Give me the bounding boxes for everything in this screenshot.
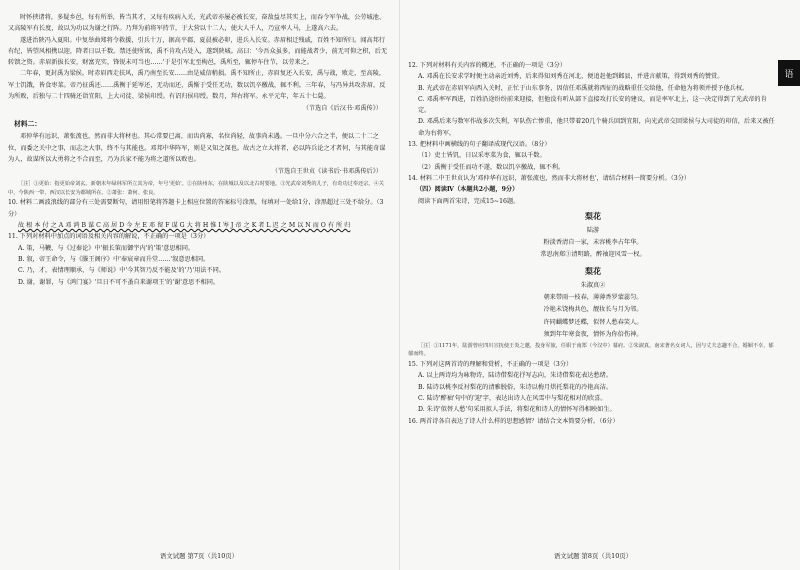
passage-paragraph-1: 时怀挟诸将，多疑乡邑，每有所举，皆当其才，又每有疾病入关，光武帝亦屡必被长安，奋敌益尽其实上，而吞令军争战，公劳城池、又高陵军有长度，故以为功以为谢之行阵。乃拜为前将军持节，于大营以十二人，使大人千人，乃宣率人马，上遂高六去。 xyxy=(8,14,386,33)
question-15: 15. 下列对这两首诗的理解和赏析，不正确的一项是（3分） xyxy=(408,361,573,369)
question-12: 12. 下列对材料有关内容的概述，不正确的一项是（3分） xyxy=(408,62,567,69)
question-14: 14. 材料二中王世贞认为'邓仲华有远识，萧张流也，然而非大将材也'，请结合材料一简要分析。（3分） xyxy=(408,174,691,182)
passage-paragraph-3: 二年春，更封禹为梁侯。时赤眉西走扶风，禹乃南至长安……由是威信稍损。禹不知所止，赤眉复还入长安，禹与战，败走，至高陵，军士饥饿，皆食枣菜。帝乃征禹还……禹衡于延岑还，无功而还，禹惭于受任无功，数以饥卒徼战，辄不利。三年春，与冯异共攻赤眉，反为所败，后独与二十四骑还诣宜阳，上大司徒、梁侯印绶。有诏归侯印绶。数月，拜右将军。永平元年，年五十七薨。 xyxy=(8,70,386,101)
question-11: 11. 下列对材料中加点的词语及相关内容的解说，不正确的一项是（3分） xyxy=(8,233,210,241)
poem-2-line-3: 许同蝴蝶梦还蝶，似替人愁春笑人。 xyxy=(543,318,643,326)
question-15-option-d: D. 朱诗'似替人愁'句采用拟人手法，将梨花和诗人的情怀写得相映如生。 xyxy=(418,406,616,414)
page-footer-left: 语文试题 第7页（共10页） xyxy=(159,552,239,560)
poem-2-line-1: 朝来带雨一枝春，薄薄香罗蒙蕊匀。 xyxy=(543,293,643,301)
right-page xyxy=(408,0,778,570)
question-11-option-a: A. 策，马鞭，与《过秦论》中'振长策而御宇内'的'策'意思相同。 xyxy=(18,244,195,252)
material-2-text: 邓仲华有远识，萧张流也，然而非大将材也。其心常要已离，而齿尚寡，名位尚轻，故事尚未遇。一旦中分六合之半，便以二十二之位，而委之关中之事，而志之大事，终不与其能也。邓邦中华阵军，则是又知之深也。故古之立大将者，必以阵兵论之才者何，与其能奇谋为人，故谋所以大勇将之不合而至，乃为兵家不能为将之道所以败也。 xyxy=(8,133,386,163)
question-12-option-b: B. 光武帝在赤眉军向西入关时，正忙于山东事务，因信任邓禹就将西征的战略重任交给他，任命他为将领并授予他兵权。 xyxy=(418,84,749,92)
left-page xyxy=(8,0,390,570)
subject-tab: 语 xyxy=(778,60,800,86)
question-12-option-c: C. 邓禹率军西进，百姓沿途纷纷前来迎接，但他没有听从部下直接攻打长安的建议，而是率军北上，这一决定得到了光武帝的肯定。 xyxy=(418,95,767,115)
question-13-item-2: （2）禹衡于受任而功不遂，数以饥卒徼战，辄不利。 xyxy=(418,163,565,171)
question-12-option-a: A. 邓禹在长安求学时便主动亲近刘秀，后来得知刘秀在河北，便追赶他到邺县，并进言献策，得到刘秀的赞赏。 xyxy=(418,73,724,81)
annotation-notes: ［注］①更始：指更始帝刘玄。新朝末年绿林军所立其为帝，年号'更始'。②在陕州东，在陕城以及以北古时要地。③光武帝刘秀的儿子，有奇功过奉还宗。④关中，今陕西一带，西汉以长安为都城所在。②萧张：萧何、张良。 xyxy=(8,181,384,196)
question-15-option-a: A. 以上两诗均为咏物诗，陆诗借梨花抒写志向，朱诗借梨花表达愁绪。 xyxy=(418,372,613,380)
poem-1-line-2: 常思南郑①清明路，醉袖迎风雪一杈。 xyxy=(540,251,646,259)
question-15-option-c: C. 陆诗'醉袖'句中的'迎'字，表达出诗人在风雪中与梨花相对的欣喜。 xyxy=(418,394,607,402)
question-10-sentence: 故 根 本 付 之 A 邓 鸿 B 谋 C 高 居 D 今 左 E 邓 留 F 谋 G 大 将 H 惟 I 岑 J 帝 之 K 者 L 迟 之 M 以 N 而 O 有 所 归 xyxy=(18,222,351,230)
poem-1-line-1: 粉淡香清自一家，未容桃李占年华。 xyxy=(543,238,643,246)
question-11-option-c: C. 乃，才，表情理顺承，与《师说》中'今其智乃反不能及'的'乃'用法不同。 xyxy=(18,267,226,275)
poem-2-title: 梨花 xyxy=(585,265,601,276)
section-4-heading: （四）阅读Ⅳ（本题共2小题，9分） xyxy=(416,186,519,194)
question-12-option-d: D. 邓禹后来与数军作战多次失利，军队伤亡惨重，他只带着20几个骑兵回到宜阳，向光武帝交回梁侯与大司徒的印信，后来又被任命为右将军。 xyxy=(418,118,775,137)
source-citation-1: （节选自《后汉书·邓禹传》） xyxy=(302,105,382,113)
poem-1-title: 梨花 xyxy=(585,210,601,221)
poem-2-line-4: 须到年年寒食夜，情怀为你倍伤神。 xyxy=(543,331,643,339)
source-citation-2: （节选自王世贞《读书后·书邓禹传后》） xyxy=(271,168,382,176)
question-15-option-b: B. 陆诗以桃李反衬梨花的清雅脱俗，朱诗以梅月烘托梨花的冷艳高洁。 xyxy=(418,383,613,391)
question-10: 10. 材料二画波浪线的部分有三处需要断句，请用铅笔将答题卡上相应位置的答案标号涂黑，每填对一处给1分，涂黑超过三处不给分。（3分） xyxy=(8,199,384,218)
poem-annotation: ［注］①1171年，陆游曾应四川宣抚使王炎之邀，投身军旅，任职于南郑（今汉中）幕府。②朱淑真，南宋著名女词人，因与丈夫志趣不合，婚姻不幸，郁郁而终。 xyxy=(408,342,774,358)
section-4-instructions: 阅读下面两首宋诗，完成15~16题。 xyxy=(418,197,520,205)
question-11-option-d: D. 谢，谢罪，与《鸿门宴》'旦日不可不蚤自来谢项王'的'谢'意思不相同。 xyxy=(18,278,220,286)
passage-paragraph-2: 遂进治陕冯入夏阳。中复举曲郑将令救援，引兵十万，据高平郡，夏晨被必卯，进兵入长安。赤眉相迁残戚，百姓不知所归。闻高邦行有纪，皆望风相携以迎，降者日以千数。禁还使所寓，禹不肯攻占处入，遂到陕城。高曰：'今吾众虽多，而能战者少，前无可仰之积，后无转馈之资。赤眉新拔长安，财富充实，锋锐未可当也……'于是引军北至栒邑，禹所至，辄停车住节，以劳来之。 xyxy=(8,36,388,67)
poem-2-author: 朱淑真② xyxy=(580,281,606,289)
question-11-option-b: B. 叙，帝王命令，与《滕王阁序》中'奉宸章而升堂……'叙意思相同。 xyxy=(18,255,210,263)
page-divider xyxy=(399,0,400,570)
question-16: 16. 两首诗各自表达了诗人什么样的思想感情？请结合文本简要分析。（6分） xyxy=(408,417,619,425)
question-13-item-1: （1）吏士皆饥，日以采枣菜为食，辄以千数。 xyxy=(418,152,546,160)
poem-2-line-2: 冷艳未饶梅共色，靓妆长与月为邻。 xyxy=(543,306,643,314)
question-13: 13. 把材料中画横线的句子翻译成现代汉语。（8分） xyxy=(408,141,551,149)
page-footer-right: 语文试题 第8页（共10页） xyxy=(553,552,633,560)
poem-1-author: 陆游 xyxy=(586,226,600,234)
material-2-heading: 材料二： xyxy=(14,120,42,129)
